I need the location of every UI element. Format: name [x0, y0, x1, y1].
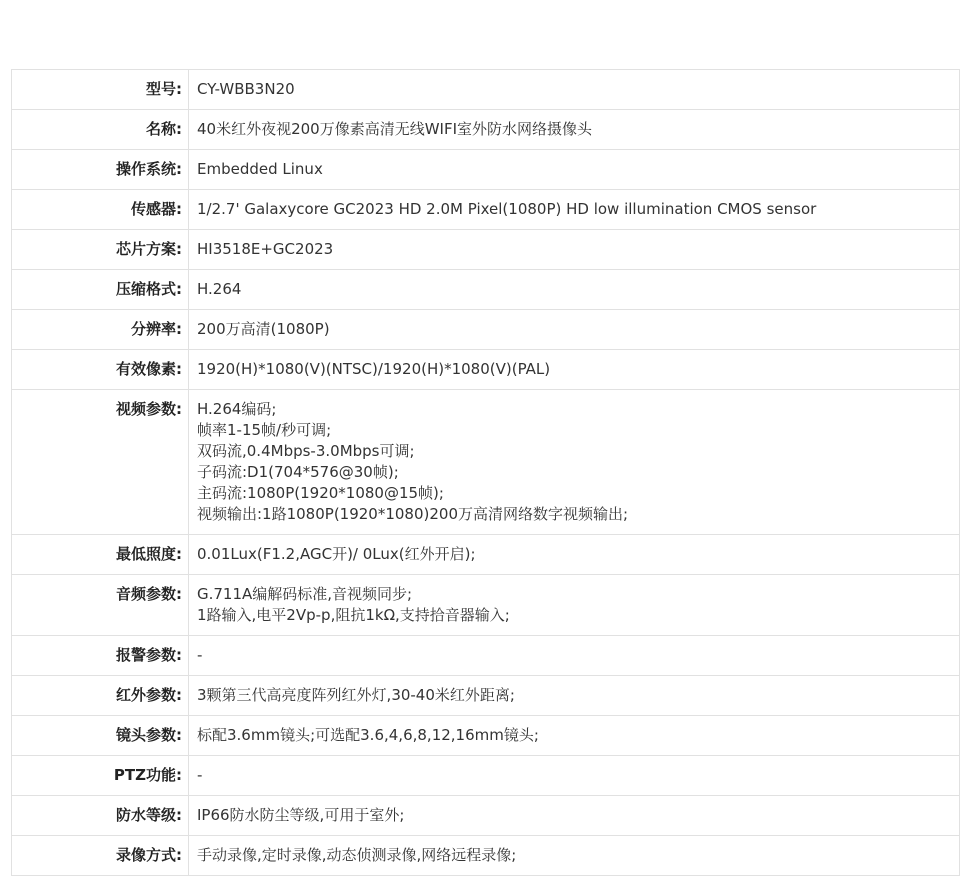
spec-value	[189, 110, 960, 150]
spec-value	[189, 535, 960, 575]
spec-value	[189, 270, 960, 310]
spec-value-line: 标配3.6mm镜头;可选配3.6,4,6,8,12,16mm镜头;	[197, 726, 539, 744]
spec-row	[12, 676, 960, 716]
spec-row	[12, 230, 960, 270]
spec-label: 传感器:	[12, 190, 189, 230]
spec-label: 防水等级:	[12, 796, 189, 836]
spec-value-line: HI3518E+GC2023	[197, 240, 334, 258]
spec-row	[12, 836, 960, 876]
spec-value-line: 子码流:D1(704*576@30帧);	[197, 463, 399, 481]
spec-label: 压缩格式:	[12, 270, 189, 310]
spec-row	[12, 110, 960, 150]
spec-value-line: 帧率1-15帧/秒可调;	[197, 421, 332, 439]
spec-value	[189, 676, 960, 716]
spec-label: 操作系统:	[12, 150, 189, 190]
spec-value-line: -	[197, 646, 203, 664]
spec-row	[12, 350, 960, 390]
spec-value-line: 1920(H)*1080(V)(NTSC)/1920(H)*1080(V)(PAL)	[197, 360, 551, 378]
spec-label: 型号:	[12, 70, 189, 110]
spec-row	[12, 796, 960, 836]
spec-label: PTZ功能:	[12, 756, 189, 796]
spec-value-line: -	[197, 766, 203, 784]
spec-value-line: 1/2.7' Galaxycore GC2023 HD 2.0M Pixel(1080P) HD low illumination CMOS sensor	[197, 200, 817, 218]
spec-value-line: IP66防水防尘等级,可用于室外;	[197, 806, 405, 824]
spec-row	[12, 756, 960, 796]
spec-value	[189, 636, 960, 676]
spec-value	[189, 190, 960, 230]
spec-value-line: H.264编码;	[197, 400, 277, 418]
spec-label: 红外参数:	[12, 676, 189, 716]
spec-value	[189, 575, 960, 636]
spec-row	[12, 390, 960, 535]
spec-value	[189, 150, 960, 190]
spec-value	[189, 310, 960, 350]
spec-table-body	[12, 70, 960, 876]
spec-value	[189, 756, 960, 796]
spec-label: 音频参数:	[12, 575, 189, 636]
spec-table	[11, 69, 960, 876]
spec-label: 分辨率:	[12, 310, 189, 350]
spec-value-line: G.711A编解码标准,音视频同步;	[197, 585, 413, 603]
spec-row	[12, 190, 960, 230]
spec-value-line: CY-WBB3N20	[197, 80, 295, 98]
spec-value-line: 40米红外夜视200万像素高清无线WIFI室外防水网络摄像头	[197, 120, 593, 138]
spec-row	[12, 150, 960, 190]
spec-label: 芯片方案:	[12, 230, 189, 270]
spec-row	[12, 270, 960, 310]
spec-value	[189, 390, 960, 535]
spec-label: 报警参数:	[12, 636, 189, 676]
spec-row	[12, 716, 960, 756]
spec-value-line: 3颗第三代高亮度阵列红外灯,30-40米红外距离;	[197, 686, 515, 704]
spec-value	[189, 350, 960, 390]
spec-value-line: 手动录像,定时录像,动态侦测录像,网络远程录像;	[197, 846, 517, 864]
spec-label: 有效像素:	[12, 350, 189, 390]
spec-value	[189, 230, 960, 270]
spec-row	[12, 575, 960, 636]
spec-label: 最低照度:	[12, 535, 189, 575]
spec-value	[189, 836, 960, 876]
spec-value	[189, 716, 960, 756]
spec-value	[189, 70, 960, 110]
spec-value-line: 200万高清(1080P)	[197, 320, 330, 338]
spec-value-line: H.264	[197, 280, 242, 298]
spec-row	[12, 636, 960, 676]
spec-value-line: 主码流:1080P(1920*1080@15帧);	[197, 484, 444, 502]
spec-label: 名称:	[12, 110, 189, 150]
spec-row	[12, 70, 960, 110]
spec-label: 视频参数:	[12, 390, 189, 535]
spec-row	[12, 310, 960, 350]
spec-row	[12, 535, 960, 575]
spec-value-line: 双码流,0.4Mbps-3.0Mbps可调;	[197, 442, 415, 460]
spec-value-line: 视频输出:1路1080P(1920*1080)200万高清网络数字视频输出;	[197, 505, 629, 523]
spec-value	[189, 796, 960, 836]
spec-label: 镜头参数:	[12, 716, 189, 756]
spec-value-line: 1路输入,电平2Vp-p,阻抗1kΩ,支持拾音器输入;	[197, 606, 510, 624]
spec-label: 录像方式:	[12, 836, 189, 876]
spec-value-line: Embedded Linux	[197, 160, 323, 178]
spec-value-line: 0.01Lux(F1.2,AGC开)/ 0Lux(红外开启);	[197, 545, 476, 563]
